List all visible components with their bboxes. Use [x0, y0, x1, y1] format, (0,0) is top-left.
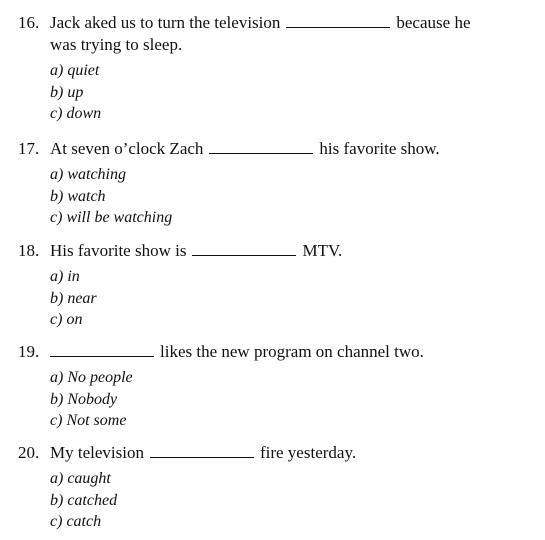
question-18 — [18, 240, 533, 331]
option-c[interactable] — [50, 511, 533, 533]
option-letter: a) — [50, 62, 64, 79]
question-text-after: MTV. — [302, 241, 343, 260]
option-text: catched — [67, 491, 118, 509]
question-text — [50, 12, 533, 34]
option-letter: a) — [50, 470, 64, 487]
question-text-before: My television — [50, 443, 144, 462]
option-text: up — [67, 83, 84, 101]
option-b[interactable] — [50, 82, 533, 104]
option-letter: a) — [50, 268, 64, 285]
option-letter: b) — [50, 390, 64, 408]
question-text — [50, 240, 533, 262]
option-letter: b) — [50, 83, 64, 101]
option-letter: b) — [50, 187, 64, 205]
option-a[interactable] — [50, 164, 533, 186]
option-letter: c) — [50, 105, 63, 122]
option-a[interactable] — [50, 468, 533, 490]
option-c[interactable] — [50, 207, 533, 229]
question-stem — [18, 12, 533, 34]
option-text: on — [66, 311, 83, 328]
question-text-before: Jack aked us to turn the television — [50, 13, 281, 32]
option-text: will be watching — [66, 209, 173, 226]
option-letter: b) — [50, 491, 64, 509]
option-b[interactable] — [50, 186, 533, 208]
option-letter: c) — [50, 311, 63, 328]
option-a[interactable] — [50, 60, 533, 82]
question-stem — [18, 240, 533, 262]
answer-options — [18, 468, 533, 533]
question-text — [50, 138, 533, 160]
option-a[interactable] — [50, 367, 533, 389]
option-letter: c) — [50, 209, 63, 226]
question-text-after: fire yesterday. — [259, 443, 357, 462]
option-text: Not some — [66, 412, 127, 429]
option-text: Nobody — [67, 390, 118, 408]
option-a[interactable] — [50, 266, 533, 288]
question-text-after: his favorite show. — [319, 139, 440, 158]
question-stem — [18, 341, 533, 363]
answer-options — [18, 164, 533, 229]
option-c[interactable] — [50, 410, 533, 432]
question-19 — [18, 341, 533, 432]
option-text: down — [66, 105, 102, 122]
option-letter: c) — [50, 513, 63, 530]
option-text: caught — [67, 470, 111, 487]
question-stem — [18, 138, 533, 160]
question-text — [50, 341, 533, 363]
option-text: catch — [66, 513, 102, 530]
question-stem — [18, 442, 533, 464]
answer-options — [18, 60, 533, 125]
option-letter: b) — [50, 289, 64, 307]
option-b[interactable] — [50, 490, 533, 512]
question-16 — [18, 12, 533, 125]
question-20 — [18, 442, 533, 533]
option-letter: a) — [50, 369, 64, 386]
option-c[interactable] — [50, 309, 533, 331]
answer-blank[interactable] — [50, 342, 154, 357]
option-text: watching — [67, 166, 126, 183]
option-text: quiet — [67, 62, 100, 79]
option-letter: c) — [50, 412, 63, 429]
question-text — [50, 442, 533, 464]
question-text-before: At seven o’clock Zach — [50, 139, 204, 158]
option-text: near — [67, 289, 97, 307]
question-number: 16. — [18, 13, 40, 32]
option-b[interactable] — [50, 288, 533, 310]
question-number: 18. — [18, 241, 40, 260]
option-letter: a) — [50, 166, 64, 183]
question-text-after: because he — [396, 13, 471, 32]
option-text: watch — [67, 187, 106, 205]
answer-options — [18, 367, 533, 432]
option-text: in — [67, 268, 80, 285]
answer-blank[interactable] — [209, 139, 313, 154]
question-number: 20. — [18, 443, 40, 462]
answer-blank[interactable] — [192, 241, 296, 256]
question-continuation: was trying to sleep. — [50, 35, 183, 54]
answer-blank[interactable] — [286, 13, 390, 28]
question-17 — [18, 138, 533, 229]
option-c[interactable] — [50, 103, 533, 125]
option-text: No people — [67, 369, 133, 386]
answer-options — [18, 266, 533, 331]
question-number: 19. — [18, 342, 40, 361]
option-b[interactable] — [50, 389, 533, 411]
question-text-after: likes the new program on channel two. — [160, 342, 424, 361]
question-number: 17. — [18, 139, 40, 158]
answer-blank[interactable] — [150, 443, 254, 458]
question-text-before: His favorite show is — [50, 241, 187, 260]
